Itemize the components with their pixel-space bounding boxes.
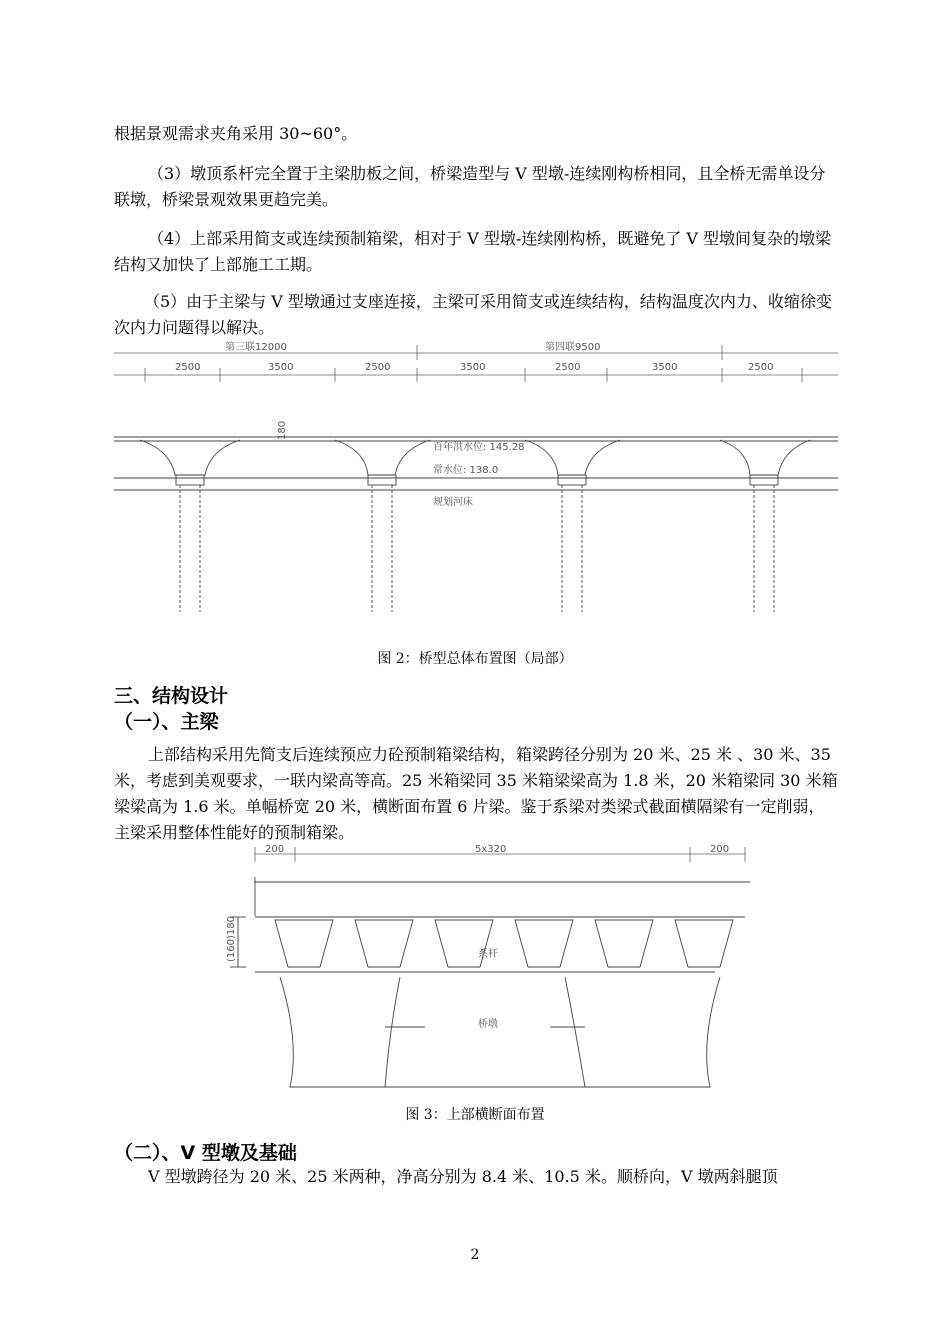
paragraph-3: （5）由于主梁与 V 型墩通过支座连接，主梁可采用简支或连续结构，结构温度次内力、收缩徐变次内力问题得以解决。 [114, 292, 832, 337]
span-label: 2500 [175, 362, 201, 373]
span-label: 3500 [268, 362, 294, 373]
pier-label: 桥墩 [478, 1019, 498, 1030]
cross-section-drawing [220, 842, 750, 1092]
height-label: (160)180 [226, 916, 237, 962]
dim-mid-label: 5x320 [475, 844, 507, 855]
section-heading: 三、结构设计 [114, 685, 229, 707]
beam-height-label: 180 [277, 420, 288, 440]
subsection-heading: （二）、V 型墩及基础 [114, 1142, 297, 1164]
figure3-caption: 图 3：上部横断面布置 [405, 1107, 545, 1123]
paragraph-5: V 型墩跨径为 20 米、25 米两种，净高分别为 8.4 米、10.5 米。顺桥向，V 墩两斜腿顶 [148, 1167, 778, 1186]
dim-right-label: 200 [710, 844, 730, 855]
flood-level-label: 百年洪水位: 145.28 [433, 442, 525, 453]
span-label: 3500 [652, 362, 678, 373]
tie-beam-label: 系杆 [478, 949, 498, 960]
lian4-label: 第四联9500 [545, 342, 601, 353]
dim-left-label: 200 [265, 844, 285, 855]
subsection-heading: （一）、主梁 [114, 711, 219, 733]
lian3-label: 第三联12000 [225, 342, 287, 353]
span-label: 3500 [460, 362, 486, 373]
paragraph-4: 上部结构采用先简支后连续预应力砼预制箱梁结构，箱梁跨径分别为 20 米、25 米 、30 米、35 米，考虑到美观要求，一联内梁高等高。25 米箱梁同 35 米箱梁梁高为 1.8 米，20 米箱梁同 30 米箱梁梁高为 1.6 米。单幅桥宽 20 米，横断面布置 6 片梁。鉴于系梁对类梁式截面横隔梁有一定削弱，主梁采用整体性能好的预制箱梁。 [114, 745, 838, 842]
paragraph-0: 根据景观需求夹角采用 30~60°。 [114, 124, 358, 143]
figure2-caption: 图 2：桥型总体布置图（局部） [377, 651, 573, 667]
bridge-layout-drawing [110, 340, 850, 625]
paragraph-2: （4）上部采用简支或连续预制箱梁，相对于 V 型墩-连续刚构桥，既避免了 V 型墩间复杂的墩梁结构又加快了上部施工工期。 [114, 229, 832, 274]
normal-level-label: 常水位: 138.0 [433, 465, 499, 476]
riverbed-label: 规划河床 [433, 497, 473, 508]
paragraph-1: （3）墩顶系杆完全置于主梁肋板之间，桥梁造型与 V 型墩-连续刚构桥相同，且全桥无需单设分联墩，桥梁景观效果更趋完美。 [114, 164, 826, 209]
page-number: 2 [470, 1247, 480, 1263]
span-label: 2500 [555, 362, 581, 373]
span-label: 2500 [365, 362, 391, 373]
span-label: 2500 [748, 362, 774, 373]
